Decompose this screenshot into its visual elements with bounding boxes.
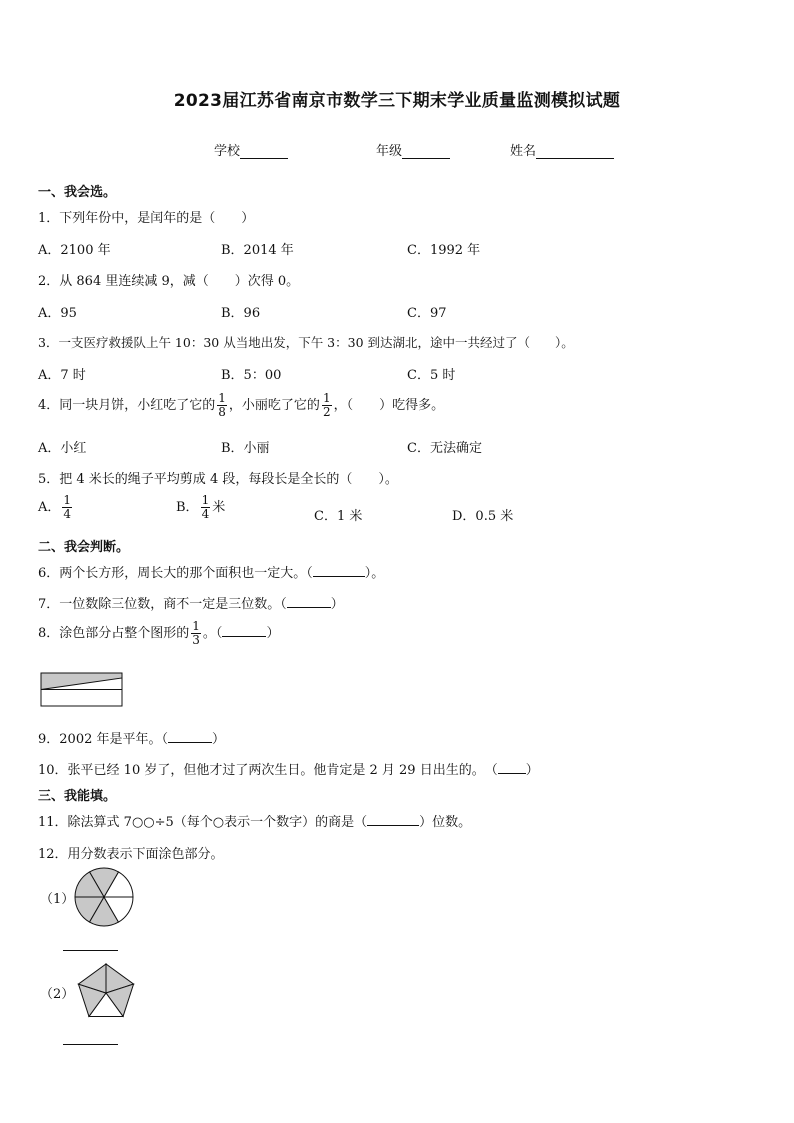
q7-stem: 7．一位数除三位数，商不一定是三位数。（ — [38, 597, 287, 612]
q9-stem: 9．2002 年是平年。（ — [38, 732, 168, 747]
q2-option-b[interactable]: B．96 — [221, 306, 261, 321]
q12-part-2-label: （2） — [40, 987, 75, 1002]
q4-stem-part3: ，（ ）吃得多。 — [333, 398, 445, 413]
q2-stem: 2．从 864 里连续减 9，减（ ）次得 0。 — [38, 274, 300, 289]
q2-option-a[interactable]: A．95 — [38, 306, 77, 321]
q6-answer-blank[interactable] — [313, 564, 365, 577]
q5-option-a[interactable]: A． $\frac{1}{4}$ — [38, 493, 72, 521]
q3-option-a[interactable]: A．7 时 — [38, 368, 86, 383]
q9-answer-blank[interactable] — [168, 730, 212, 743]
q10-stem: 10．张平已经 10 岁了，但他才过了两次生日。他肯定是 2 月 29 日出生的。 （ — [38, 763, 498, 778]
q1-stem: 1．下列年份中，是闰年的是（ ） — [38, 211, 255, 226]
q1-option-c[interactable]: C．1992 年 — [407, 243, 481, 258]
q8-stem: 8．涂色部分占整个图形的 — [38, 626, 190, 641]
q12-part-1-label: （1） — [40, 892, 75, 907]
q8-answer-blank[interactable] — [222, 624, 266, 637]
q11-answer-blank[interactable] — [367, 813, 419, 826]
q6-stem: 6．两个长方形，周长大的那个面积也一定大。（ — [38, 566, 313, 581]
q4-stem-part1: 4．同一块月饼，小红吃了它的 — [38, 398, 216, 413]
q2-option-c[interactable]: C．97 — [407, 306, 447, 321]
q12-part-2-answer-blank[interactable] — [63, 1044, 118, 1045]
q12-part-1-answer-blank[interactable] — [63, 950, 118, 951]
q7-answer-blank[interactable] — [287, 595, 331, 608]
q10-answer-blank[interactable] — [498, 761, 526, 774]
q4-fraction-1: $\frac{1}{8}$ — [218, 391, 226, 419]
q4-option-a[interactable]: A．小红 — [38, 441, 87, 456]
q3-stem: 3．一支医疗救援队上午 10：30 从当地出发，下午 3：30 到达湖北，途中一共经过了（ ）。 — [38, 335, 574, 350]
q10-line: 10．张平已经 10 岁了，但他才过了两次生日。他肯定是 2 月 29 日出生的。 （ ） — [38, 763, 539, 778]
school-label: 学校 — [214, 144, 241, 159]
q4-stem-part2: ，小丽吃了它的 — [228, 398, 320, 413]
q6-line: 6．两个长方形，周长大的那个面积也一定大。（ ）。 — [38, 566, 385, 581]
q12-circle-figure — [73, 866, 135, 928]
q4-option-c[interactable]: C．无法确定 — [407, 441, 482, 456]
q4-fraction-2: $\frac{1}{2}$ — [322, 391, 331, 419]
school-blank[interactable] — [240, 144, 288, 159]
school-field[interactable] — [214, 140, 288, 159]
q11-stem: 11．除法算式 7○○÷5（每个○表示一个数字）的商是（ — [38, 815, 368, 830]
q4-stem — [38, 392, 444, 419]
q5-option-c[interactable]: C．1 米 — [314, 509, 363, 524]
q5-a-fraction: $\frac{1}{4}$ — [63, 493, 72, 521]
q5-stem: 5．把 4 米长的绳子平均剪成 4 段，每段长是全长的（ ）。 — [38, 472, 398, 487]
q4-option-b[interactable]: B．小丽 — [221, 441, 270, 456]
q11-line: 11．除法算式 7○○÷5（每个○表示一个数字）的商是（ ）位数。 — [38, 815, 472, 830]
q8-line: 8．涂色部分占整个图形的 $\frac{1}{3}$ 。（ ） — [38, 619, 280, 647]
q7-line: 7．一位数除三位数，商不一定是三位数。（ ） — [38, 597, 344, 612]
q1-option-b[interactable]: B．2014 年 — [221, 243, 294, 258]
section-2-heading: 二、我会判断。 — [38, 540, 130, 555]
name-field[interactable] — [510, 140, 614, 159]
grade-label: 年级 — [376, 144, 403, 159]
q3-option-c[interactable]: C．5 时 — [407, 368, 456, 383]
q8-fraction: $\frac{1}{3}$ — [192, 619, 200, 647]
q5-option-d[interactable]: D．0.5 米 — [452, 509, 514, 524]
q8-shaded-rectangle-figure — [40, 672, 124, 708]
section-3-heading: 三、我能填。 — [38, 789, 117, 804]
q5-b-fraction: $\frac{1}{4}$ — [201, 493, 210, 521]
page-title: 2023届江苏省南京市数学三下期末学业质量监测模拟试题 — [173, 91, 621, 111]
section-1-heading: 一、我会选。 — [38, 185, 117, 200]
q5-option-b[interactable]: B． $\frac{1}{4}$ 米 — [176, 493, 226, 521]
q1-option-a[interactable]: A．2100 年 — [38, 243, 111, 258]
q9-line: 9．2002 年是平年。（ ） — [38, 732, 226, 747]
q12-pentagon-figure — [73, 962, 139, 1024]
name-label: 姓名 — [510, 144, 537, 159]
name-blank[interactable] — [536, 144, 614, 159]
grade-field[interactable] — [376, 140, 450, 159]
q12-stem: 12．用分数表示下面涂色部分。 — [38, 847, 224, 862]
q3-option-b[interactable]: B．5：00 — [221, 368, 282, 383]
grade-blank[interactable] — [402, 144, 450, 159]
